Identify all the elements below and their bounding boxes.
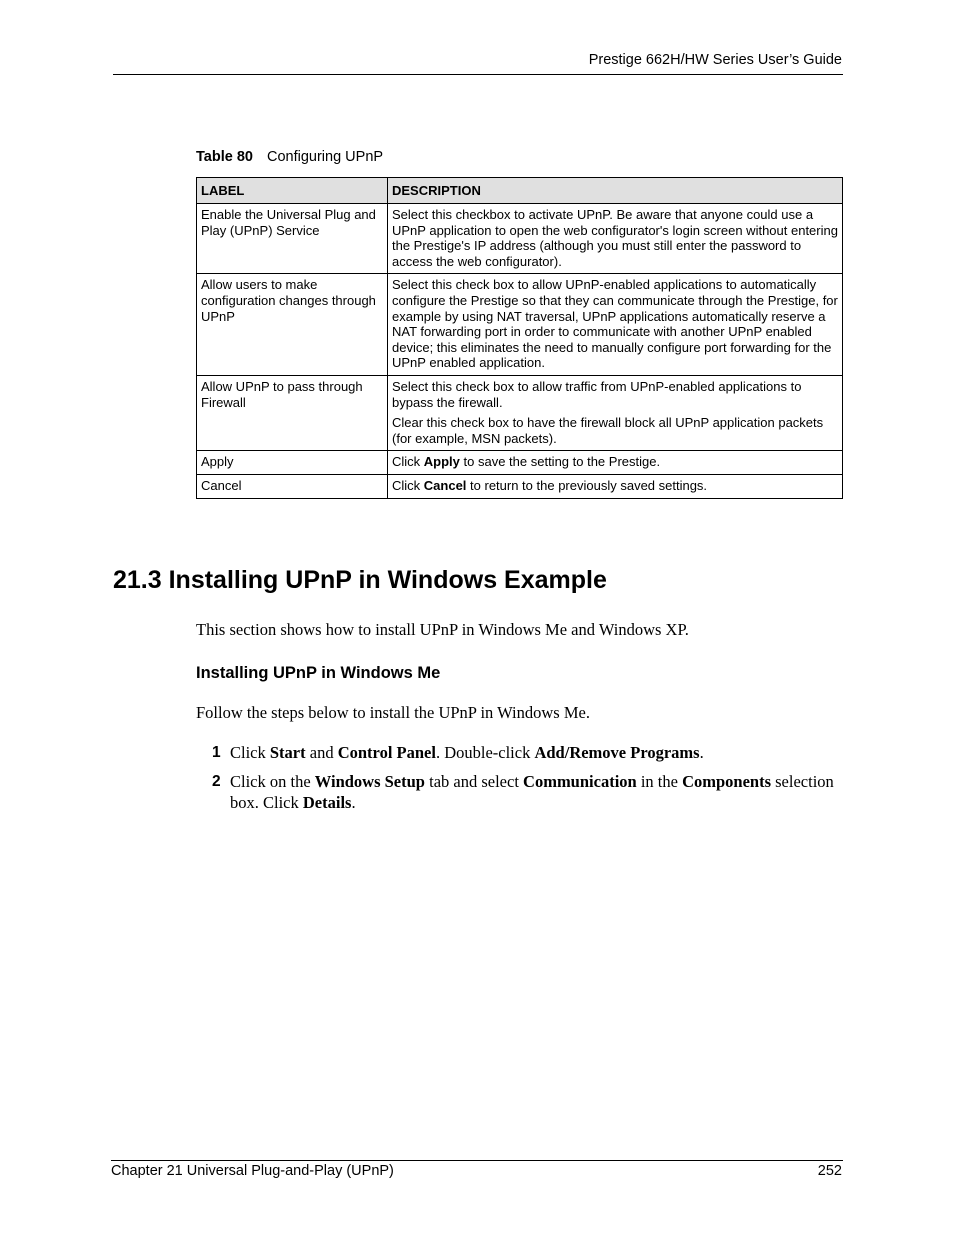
step-item (196, 742, 836, 763)
row-description (388, 274, 843, 376)
page-number: 252 (817, 1163, 842, 1179)
table-row (197, 474, 843, 498)
step-number: 1 (212, 744, 221, 761)
table-row (197, 274, 843, 376)
step-text: Click on the (230, 772, 315, 791)
description-text: to return to the previously saved settings. (466, 477, 708, 493)
step-bold-term: Control Panel (337, 743, 436, 762)
row-label: Cancel (197, 474, 388, 498)
step-text: and (305, 743, 338, 762)
description-paragraph: Select this check box to allow traffic from UPnP-enabled applications to bypass the firewall. (392, 378, 802, 410)
row-label: Enable the Universal Plug and Play (UPnP) Service (197, 204, 388, 274)
step-text: in the (636, 772, 683, 791)
step-text: Click (230, 743, 270, 762)
description-text: Click (392, 477, 424, 493)
row-label: Allow users to make configuration changes through UPnP (197, 274, 388, 376)
column-header-label: LABEL (197, 178, 388, 204)
row-label: Apply (197, 451, 388, 475)
table-row (197, 204, 843, 274)
table-row (197, 375, 843, 450)
row-description (388, 375, 843, 450)
step-bold-term: Components (682, 772, 772, 791)
row-description (388, 451, 843, 475)
step-text: selection box. Click (230, 772, 834, 812)
description-bold-term: Apply (423, 454, 460, 470)
description-paragraph: Clear this check box to have the firewall block all UPnP application packets (for example, MSN packets). (392, 415, 824, 446)
description-paragraph: Select this check box to allow UPnP-enabled applications to automatically configure the Prestige so that they can communicate through the Prestige, for example by using NAT traversal, UPnP applications automatically reserve a NAT forwarding port in order to communicate with another UPnP enabled device; this eliminates the need to manually configure port forwarding for the UPnP enabled application. (392, 277, 838, 371)
table-header-row (197, 178, 843, 204)
section-title: 21.3 Installing UPnP in Windows Example (113, 566, 607, 594)
step-item (196, 771, 836, 813)
steps-list (196, 742, 836, 821)
table-row (197, 451, 843, 475)
description-text: Click (392, 454, 424, 470)
sub-intro: Follow the steps below to install the UPnP in Windows Me. (196, 703, 590, 722)
row-description (388, 204, 843, 274)
configuring-upnp-table (196, 177, 843, 499)
table-caption-number: Table 80 (196, 149, 253, 165)
section-intro: This section shows how to install UPnP in Windows Me and Windows XP. (196, 620, 689, 639)
row-description (388, 474, 843, 498)
table-caption (196, 149, 383, 165)
description-bold-term: Cancel (423, 477, 467, 493)
subheading: Installing UPnP in Windows Me (196, 664, 441, 682)
description-text: to save the setting to the Prestige. (459, 454, 661, 470)
step-bold-term: Details (302, 793, 352, 812)
table-caption-title: Configuring UPnP (266, 149, 384, 165)
step-bold-term: Add/Remove Programs (534, 743, 700, 762)
step-bold-term: Windows Setup (314, 772, 425, 791)
column-header-description: DESCRIPTION (388, 178, 843, 204)
guide-title: Prestige 662H/HW Series User’s Guide (588, 52, 842, 68)
step-number: 2 (212, 773, 221, 790)
step-bold-term: Communication (523, 772, 637, 791)
page-header (113, 50, 843, 75)
description-paragraph: Select this checkbox to activate UPnP. Be aware that anyone could use a UPnP application to open the web configurator's login screen without entering the Prestige's IP address (although you must still enter the password to access the web configurator). (392, 207, 838, 269)
footer-chapter: Chapter 21 Universal Plug-and-Play (UPnP) (111, 1163, 394, 1179)
step-text: . (351, 793, 356, 812)
step-text: tab and select (424, 772, 524, 791)
step-bold-term: Start (269, 743, 306, 762)
row-label: Allow UPnP to pass through Firewall (197, 375, 388, 450)
page-footer (111, 1160, 843, 1179)
step-text: . (699, 743, 704, 762)
step-text: . Double-click (435, 743, 535, 762)
